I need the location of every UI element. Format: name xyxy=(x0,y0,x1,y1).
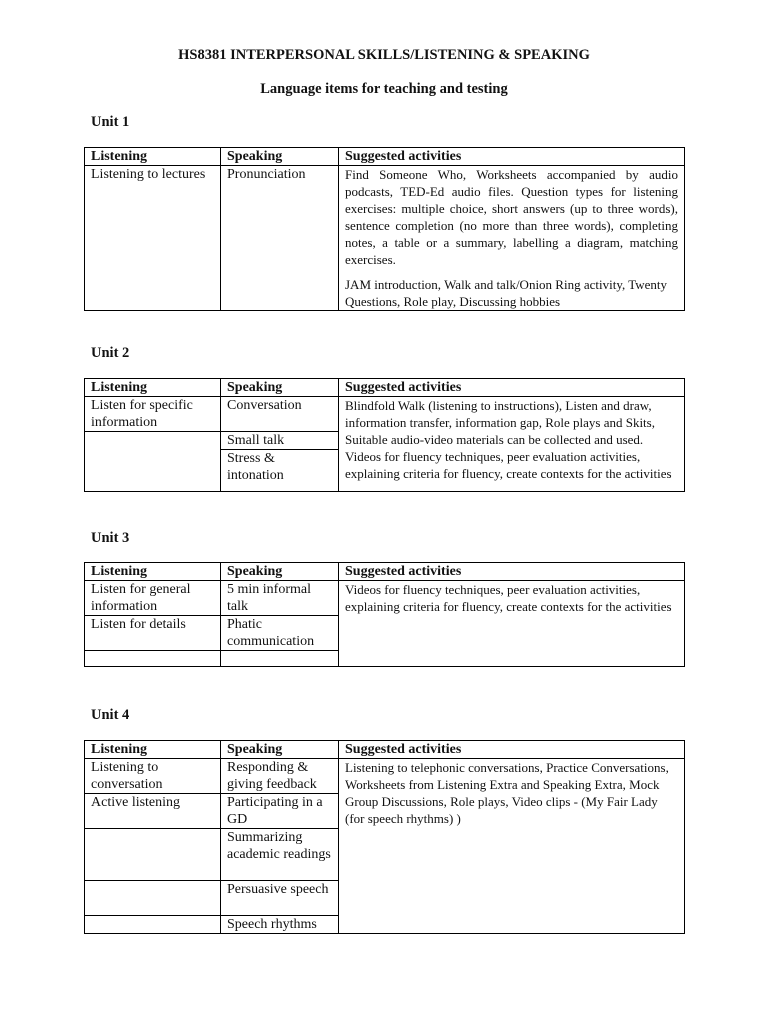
activities-cell: Blindfold Walk (listening to instructions), Listen and draw, information transfer, information gap, Role plays and Skits, Suitable audio-video materials can be collected and used. Videos for fluency techniques, peer evaluation activities, explaining criteria for fluency, create contexts for the activities xyxy=(339,397,685,492)
speaking-cell: Speech rhythms xyxy=(221,916,339,934)
listening-cell-empty xyxy=(85,651,221,667)
unit-4-heading: Unit 4 xyxy=(91,707,130,723)
listening-header: Listening xyxy=(85,563,221,581)
document-title: HS8381 INTERPERSONAL SKILLS/LISTENING & SPEAKING xyxy=(178,47,590,63)
listening-cell-empty xyxy=(85,881,221,916)
speaking-header: Speaking xyxy=(221,379,339,397)
listening-header: Listening xyxy=(85,148,221,166)
activities-paragraph: Find Someone Who, Worksheets accompanied by audio podcasts, TED-Ed audio files. Question types for listening exercises: multiple choice, short answers (up to three words), sentence completion (no more than three words), completing notes, a table or a summary, labelling a diagram, matching exercises. xyxy=(345,167,678,267)
header-row xyxy=(85,148,685,166)
header-row xyxy=(85,379,685,397)
document-subtitle: Language items for teaching and testing xyxy=(260,81,508,97)
listening-header: Listening xyxy=(85,741,221,759)
unit-2-table xyxy=(84,378,685,492)
unit-2-heading: Unit 2 xyxy=(91,345,130,361)
speaking-cell: Pronunciation xyxy=(221,166,339,311)
table-row xyxy=(85,166,685,311)
table-row xyxy=(85,397,685,432)
speaking-cell: Summarizing academic readings xyxy=(221,829,339,881)
speaking-cell: Persuasive speech xyxy=(221,881,339,916)
activities-header: Suggested activities xyxy=(339,379,685,397)
speaking-cell: Conversation xyxy=(221,397,339,432)
speaking-cell-empty xyxy=(221,651,339,667)
listening-header: Listening xyxy=(85,379,221,397)
header-row xyxy=(85,563,685,581)
header-row xyxy=(85,741,685,759)
activities-header: Suggested activities xyxy=(339,741,685,759)
activities-cell: Listening to telephonic conversations, Practice Conversations, Worksheets from Listening Extra and Speaking Extra, Mock Group Discussions, Role plays, Video clips - (My Fair Lady (for speech rhythms) ) xyxy=(339,759,685,934)
table-row xyxy=(85,759,685,794)
listening-cell-empty xyxy=(85,829,221,881)
speaking-cell: Stress & intonation xyxy=(221,450,339,492)
activities-cell xyxy=(339,166,685,311)
listening-cell: Listen for general information xyxy=(85,581,221,616)
activities-paragraph: JAM introduction, Walk and talk/Onion Ring activity, Twenty Questions, Role play, Discussing hobbies xyxy=(345,277,668,309)
unit-3-heading: Unit 3 xyxy=(91,530,130,546)
speaking-cell: Small talk xyxy=(221,432,339,450)
unit-1-heading: Unit 1 xyxy=(91,114,130,130)
table-row xyxy=(85,581,685,616)
activities-header: Suggested activities xyxy=(339,563,685,581)
activities-cell: Videos for fluency techniques, peer evaluation activities, explaining criteria for fluency, create contexts for the activities xyxy=(339,581,685,667)
speaking-cell: Participating in a GD xyxy=(221,794,339,829)
listening-cell: Listening to conversation xyxy=(85,759,221,794)
listening-cell-empty xyxy=(85,916,221,934)
listening-cell: Listen for details xyxy=(85,616,221,651)
unit-3-table xyxy=(84,562,685,667)
speaking-header: Speaking xyxy=(221,148,339,166)
unit-1-table xyxy=(84,147,685,311)
activities-header: Suggested activities xyxy=(339,148,685,166)
unit-4-table xyxy=(84,740,685,934)
speaking-cell: Responding & giving feedback xyxy=(221,759,339,794)
listening-cell: Listening to lectures xyxy=(85,166,221,311)
speaking-header: Speaking xyxy=(221,741,339,759)
speaking-cell: Phatic communication xyxy=(221,616,339,651)
listening-cell: Listen for specific information xyxy=(85,397,221,432)
listening-cell: Active listening xyxy=(85,794,221,829)
speaking-cell: 5 min informal talk xyxy=(221,581,339,616)
speaking-header: Speaking xyxy=(221,563,339,581)
listening-cell-empty xyxy=(85,432,221,492)
